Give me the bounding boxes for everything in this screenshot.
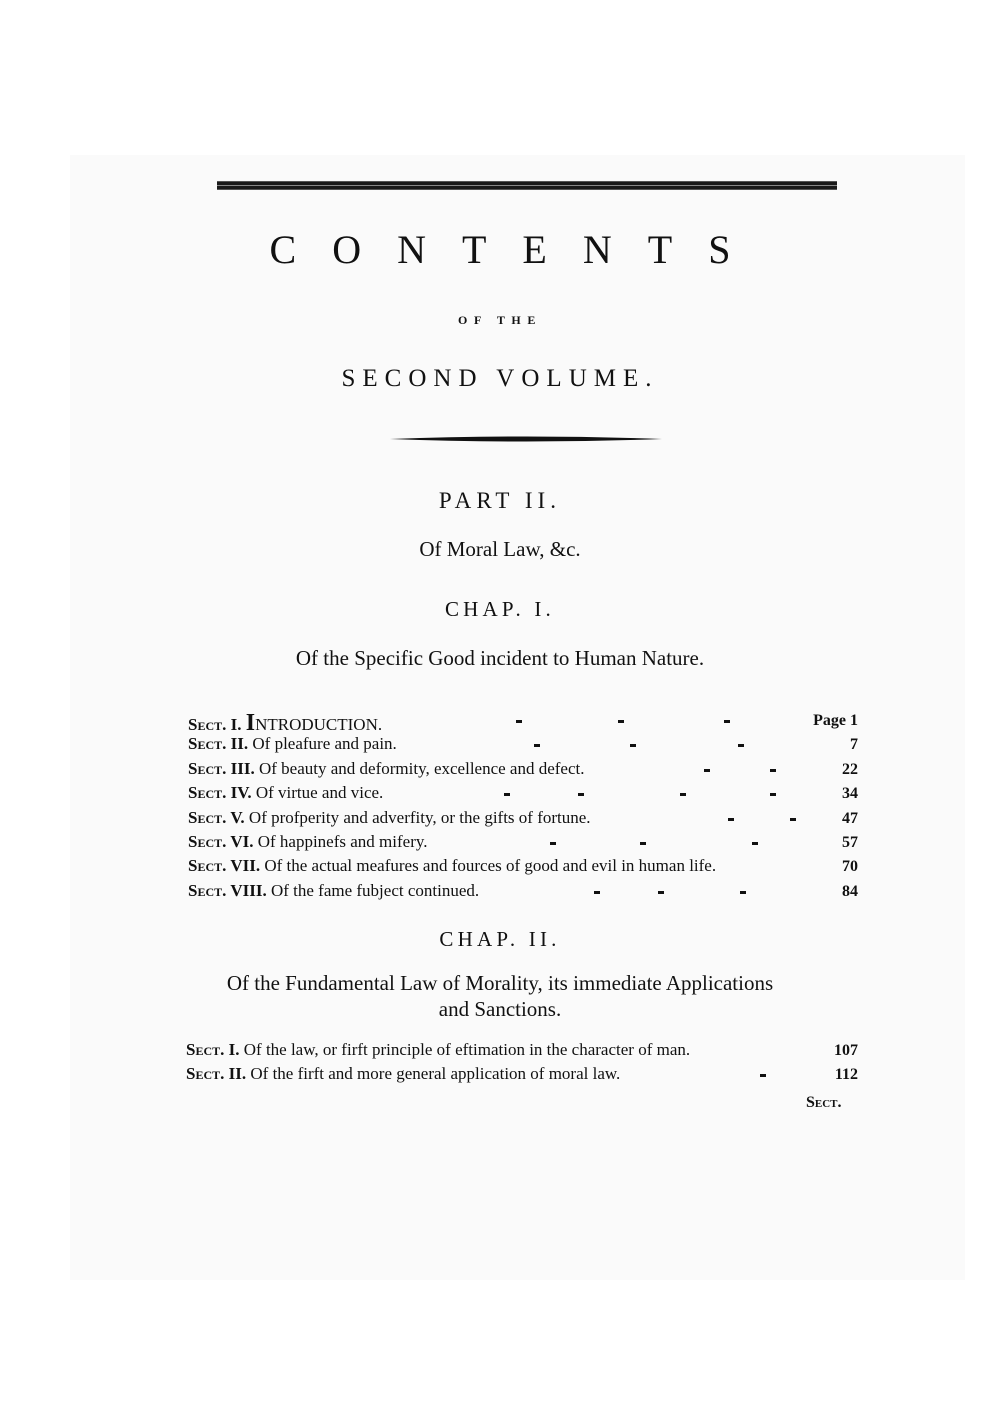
leader-dash	[770, 793, 776, 796]
page-number: 107	[834, 1042, 858, 1059]
section-label: Sect. VIII.	[188, 880, 267, 900]
leader-dash	[578, 793, 584, 796]
section-label: Sect. II.	[188, 734, 249, 754]
section-title: Of the actual meafures and fources of good and evil in human life.	[264, 856, 717, 876]
chapter-2-toc	[186, 1040, 858, 1089]
section-title: Of the law, or firft principle of eftimation in the character of man.	[243, 1040, 691, 1059]
toc-entry[interactable]	[188, 808, 858, 832]
leader-dash	[640, 842, 646, 845]
initial-capital: I	[245, 710, 256, 736]
swelled-rule-divider	[390, 436, 662, 442]
section-title: Of pleafure and pain.	[252, 734, 397, 754]
toc-entry[interactable]	[186, 1040, 858, 1064]
section-label: Sect. III.	[188, 758, 255, 778]
section-title: Of the firft and more general application of moral law.	[250, 1064, 621, 1084]
part-heading: PART II.	[438, 488, 562, 513]
section-label: Sect. VII.	[188, 856, 261, 876]
section-title: Of profperity and adverfity, or the gifts of fortune.	[248, 807, 591, 827]
contents-title: CONTENTS	[269, 227, 767, 272]
toc-entry[interactable]	[188, 759, 858, 783]
leader-dash	[630, 744, 636, 747]
leader-dash	[760, 1074, 766, 1077]
section-label: Sect. VI.	[188, 831, 254, 851]
leader-dash	[704, 769, 710, 772]
page-number: 84	[842, 882, 858, 900]
leader-dash	[680, 793, 686, 796]
toc-entry[interactable]	[188, 856, 858, 880]
page-number: 34	[842, 785, 858, 803]
section-title: Of beauty and deformity, excellence and defect.	[258, 758, 585, 778]
leader-dash	[550, 842, 556, 845]
leader-dash	[594, 891, 600, 894]
of-the-line: OF THE	[458, 313, 542, 327]
chapter-2-title-line-1: Of the Fundamental Law of Morality, its immediate Applications	[226, 971, 774, 995]
chapter-1-heading: CHAP. I.	[444, 597, 556, 621]
leader-dash	[504, 793, 510, 796]
top-ornamental-rule	[217, 182, 837, 189]
page-number: 47	[842, 809, 858, 827]
leader-dash	[770, 769, 776, 772]
chapter-2-heading: CHAP. II.	[439, 927, 561, 951]
toc-entry[interactable]	[188, 734, 858, 758]
chapter-1-toc	[188, 710, 858, 905]
leader-dash	[790, 818, 796, 821]
leader-dash	[618, 720, 624, 723]
toc-entry[interactable]	[186, 1064, 858, 1088]
page-number: 57	[842, 833, 858, 851]
toc-entry[interactable]	[188, 881, 858, 905]
leader-dash	[728, 818, 734, 821]
page-number: Page 1	[813, 712, 858, 729]
leader-dash	[740, 891, 746, 894]
leader-dash	[516, 720, 522, 723]
leader-dash	[752, 842, 758, 845]
leader-dash	[724, 720, 730, 723]
section-label: Sect. II.	[186, 1064, 247, 1084]
page-number: 70	[842, 858, 858, 876]
toc-entry[interactable]	[188, 710, 858, 734]
leader-dash	[658, 891, 664, 894]
section-label: Sect. V.	[188, 807, 245, 827]
section-label: Sect. I.	[188, 715, 242, 734]
page-number: 7	[850, 736, 858, 754]
part-title: Of Moral Law, &c.	[419, 537, 581, 561]
section-label: Sect. IV.	[188, 783, 252, 803]
page-number: 112	[834, 1066, 858, 1084]
toc-entry[interactable]	[188, 783, 858, 807]
toc-entry[interactable]	[188, 832, 858, 856]
section-title: Of the fame fubject continued.	[270, 880, 480, 900]
page-number: 22	[842, 760, 858, 778]
section-label: Sect. I.	[186, 1040, 240, 1059]
section-title: Of virtue and vice.	[255, 783, 384, 803]
section-title: Of happinefs and mifery.	[257, 831, 428, 851]
section-title: NTRODUCTION.	[255, 715, 383, 734]
leader-dash	[738, 744, 744, 747]
leader-dash	[534, 744, 540, 747]
chapter-1-title: Of the Specific Good incident to Human Nature.	[295, 646, 705, 670]
chapter-2-title-line-2: and Sanctions.	[438, 997, 562, 1021]
catchword: Sect.	[806, 1094, 842, 1111]
volume-title: SECOND VOLUME.	[341, 365, 659, 392]
